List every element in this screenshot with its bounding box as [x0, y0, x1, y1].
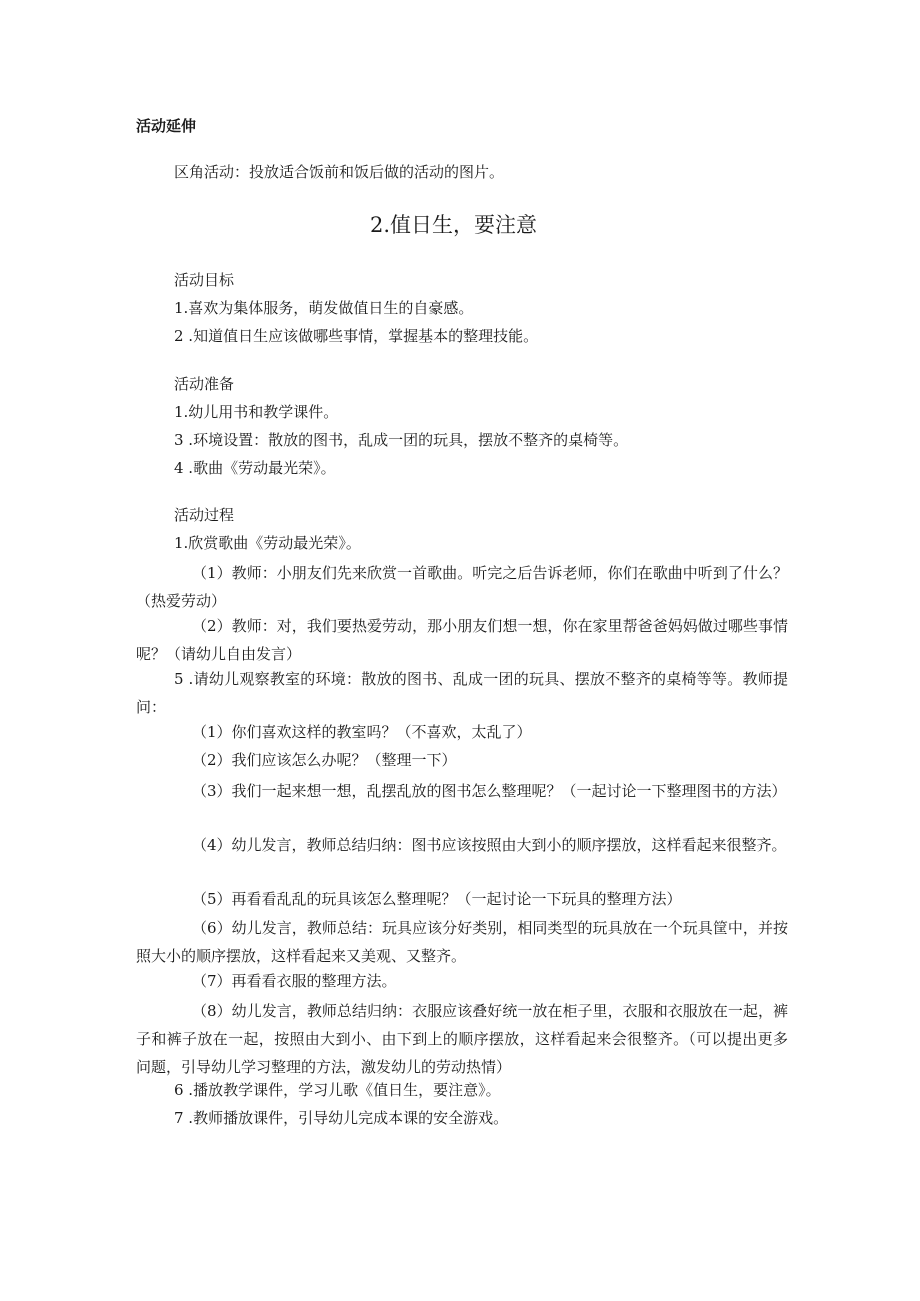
goals-heading: 活动目标 [174, 271, 235, 289]
lesson-title: 2.值日生，要注意 [370, 213, 538, 237]
prep-item: 4 .歌曲《劳动最光荣》。 [174, 459, 336, 477]
process-subitem: （6）幼儿发言，教师总结：玩具应该分好类别，相同类型的玩具放在一个玩具筐中，并按照大小的顺序摆放，这样看起来又美观、又整齐。 [136, 919, 788, 965]
goal-item: 2 .知道值日生应该做哪些事情，掌握基本的整理技能。 [174, 327, 539, 345]
process-question: （2）教师：对，我们要热爱劳动，那小朋友们想一想，你在家里帮爸爸妈妈做过哪些事情呢？（请幼儿自由发言） [136, 617, 788, 663]
process-step: 7 .教师播放课件，引导幼儿完成本课的安全游戏。 [174, 1109, 509, 1127]
process-subitem: （1）你们喜欢这样的教室吗？（不喜欢，太乱了） [192, 723, 532, 741]
process-step: 6 .播放教学课件，学习儿歌《值日生，要注意》。 [174, 1081, 501, 1099]
process-subitem: （4）幼儿发言，教师总结归纳：图书应该按照由大到小的顺序摆放，这样看起来很整齐。 [192, 836, 787, 854]
prep-item: 1.幼儿用书和教学课件。 [174, 403, 339, 421]
process-subitem: （3）我们一起来想一想，乱摆乱放的图书怎么整理呢？（一起讨论一下整理图书的方法） [192, 782, 787, 800]
process-step: 5 .请幼儿观察教室的环境：散放的图书、乱成一团的玩具、摆放不整齐的桌椅等等。教师提问： [136, 670, 788, 716]
prep-item: 3 .环境设置：散放的图书，乱成一团的玩具，摆放不整齐的桌椅等。 [174, 431, 629, 449]
prep-heading: 活动准备 [174, 375, 235, 393]
process-subitem: （7）再看看衣服的整理方法。 [192, 972, 397, 990]
goal-item: 1.喜欢为集体服务，萌发做值日生的自豪感。 [174, 299, 474, 317]
process-question: （1）教师：小朋友们先来欣赏一首歌曲。听完之后告诉老师，你们在歌曲中听到了什么？（热爱劳动） [136, 564, 788, 610]
process-subitem: （2）我们应该怎么办呢？（整理一下） [192, 751, 457, 769]
extension-heading: 活动延伸 [136, 117, 197, 135]
process-subitem: （8）幼儿发言，教师总结归纳：衣服应该叠好统一放在柜子里，衣服和衣服放在一起，裤子和裤子放在一起，按照由大到小、由下到上的顺序摆放，这样看起来会很整齐。（可以提出更多问题，引导幼儿学习整理的方法，激发幼儿的劳动热情） [136, 1002, 788, 1076]
process-heading: 活动过程 [174, 506, 235, 524]
process-subitem: （5）再看看乱乱的玩具该怎么整理呢？（一起讨论一下玩具的整理方法） [192, 890, 682, 908]
extension-text: 区角活动：投放适合饭前和饭后做的活动的图片。 [174, 163, 505, 181]
process-step: 1.欣赏歌曲《劳动最光荣》。 [174, 534, 361, 552]
